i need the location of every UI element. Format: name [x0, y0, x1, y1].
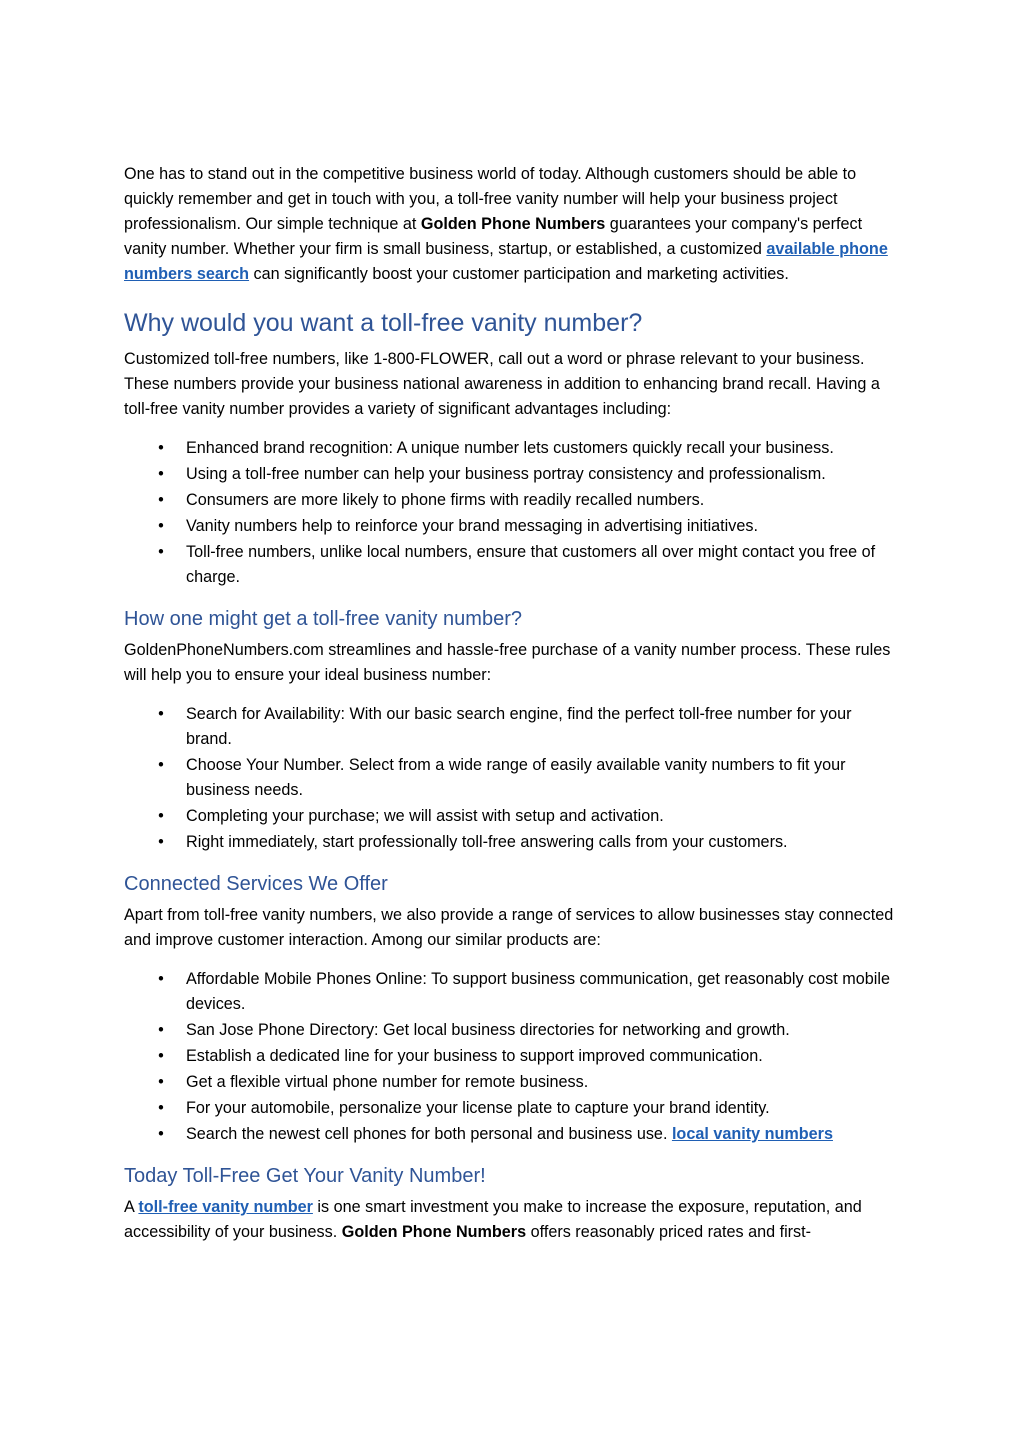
closing-text-3: offers reasonably priced rates and first- — [526, 1223, 812, 1241]
bullet-icon: • — [158, 807, 164, 825]
list-item-text: Get a flexible virtual phone number for remote business. — [186, 1073, 589, 1091]
bullet-icon: • — [158, 439, 164, 457]
benefits-list — [124, 436, 900, 590]
list-item — [124, 1044, 900, 1069]
closing-paragraph — [124, 1195, 900, 1245]
list-item — [124, 804, 900, 829]
closing-text-1: A — [124, 1198, 139, 1216]
bullet-icon: • — [158, 543, 164, 561]
list-item — [124, 462, 900, 487]
list-item — [124, 514, 900, 539]
list-item — [124, 753, 900, 803]
heading-connected-services: Connected Services We Offer — [124, 873, 388, 895]
bullet-icon: • — [158, 756, 164, 774]
bullet-icon: • — [158, 517, 164, 535]
heading-how-to-get: How one might get a toll-free vanity number? — [124, 608, 522, 630]
bullet-icon: • — [158, 465, 164, 483]
list-item — [124, 1122, 900, 1147]
list-item-text: San Jose Phone Directory: Get local business directories for networking and growth. — [186, 1021, 790, 1039]
list-item-text: For your automobile, personalize your license plate to capture your brand identity. — [186, 1099, 770, 1117]
list-item-text: Affordable Mobile Phones Online: To support business communication, get reasonably cost mobile devices. — [186, 970, 890, 1013]
list-item-text: Vanity numbers help to reinforce your brand messaging in advertising initiatives. — [186, 517, 758, 535]
document-body — [124, 162, 900, 1245]
list-item — [124, 1070, 900, 1095]
heading-get-vanity-today: Today Toll-Free Get Your Vanity Number! — [124, 1165, 486, 1187]
list-item — [124, 540, 900, 590]
bullet-icon: • — [158, 1021, 164, 1039]
bullet-icon: • — [158, 1047, 164, 1065]
list-item — [124, 702, 900, 752]
closing-text-2: is one smart investment you make to increase the exposure, reputation, and accessibility of your business. — [124, 1198, 862, 1241]
list-item — [124, 488, 900, 513]
intro-text-1: One has to stand out in the competitive business world of today. Although customers should be able to quickly remember and get in touch with you, a toll-free vanity number will help your business project professionalism. Our simple technique at — [124, 165, 857, 233]
list-item — [124, 436, 900, 461]
list-item — [124, 967, 900, 1017]
why-vanity-paragraph: Customized toll-free numbers, like 1-800-FLOWER, call out a word or phrase relevant to your business. These numbers provide your business national awareness in addition to enhancing brand recall. Having a toll-free vanity number provides a variety of significant advantages including: — [124, 350, 880, 418]
intro-paragraph — [124, 162, 900, 287]
list-item-text: Search for Availability: With our basic search engine, find the perfect toll-free number for your brand. — [186, 705, 852, 748]
brand-name: Golden Phone Numbers — [420, 215, 606, 233]
services-list — [124, 967, 900, 1147]
list-item — [124, 1018, 900, 1043]
intro-text-3: can significantly boost your customer participation and marketing activities. — [249, 265, 789, 283]
bullet-icon: • — [158, 1125, 164, 1143]
heading-why-vanity: Why would you want a toll-free vanity number? — [124, 309, 643, 337]
list-item-text: Enhanced brand recognition: A unique number lets customers quickly recall your business. — [186, 439, 834, 457]
bullet-icon: • — [158, 705, 164, 723]
how-to-get-paragraph: GoldenPhoneNumbers.com streamlines and hassle-free purchase of a vanity number process. These rules will help you to ensure your ideal business number: — [124, 641, 891, 684]
steps-list — [124, 702, 900, 855]
list-item-text: Consumers are more likely to phone firms with readily recalled numbers. — [186, 491, 705, 509]
list-item-text: Toll-free numbers, unlike local numbers, ensure that customers all over might contact you free of charge. — [186, 543, 876, 586]
bullet-icon: • — [158, 970, 164, 988]
connected-services-paragraph: Apart from toll-free vanity numbers, we also provide a range of services to allow businesses stay connected and improve customer interaction. Among our similar products are: — [124, 906, 894, 949]
list-item-text: Right immediately, start professionally toll-free answering calls from your customers. — [186, 833, 788, 851]
available-numbers-search-link[interactable]: available phone numbers search — [124, 240, 888, 283]
brand-name: Golden Phone Numbers — [341, 1223, 527, 1241]
bullet-icon: • — [158, 1073, 164, 1091]
local-vanity-numbers-link[interactable]: local vanity numbers — [671, 1125, 833, 1143]
list-item — [124, 1096, 900, 1121]
bullet-icon: • — [158, 833, 164, 851]
list-item-text: Search the newest cell phones for both personal and business use. — [186, 1125, 672, 1143]
intro-text-2: guarantees your company's perfect vanity number. Whether your firm is small business, startup, or established, a customized — [124, 215, 863, 258]
list-item — [124, 830, 900, 855]
list-item-text: Completing your purchase; we will assist with setup and activation. — [186, 807, 664, 825]
list-item-text: Establish a dedicated line for your business to support improved communication. — [186, 1047, 763, 1065]
list-item-text: Using a toll-free number can help your business portray consistency and professionalism. — [186, 465, 826, 483]
bullet-icon: • — [158, 1099, 164, 1117]
list-item-text: Choose Your Number. Select from a wide range of easily available vanity numbers to fit your business needs. — [186, 756, 846, 799]
toll-free-vanity-number-link[interactable]: toll-free vanity number — [138, 1198, 313, 1216]
bullet-icon: • — [158, 491, 164, 509]
